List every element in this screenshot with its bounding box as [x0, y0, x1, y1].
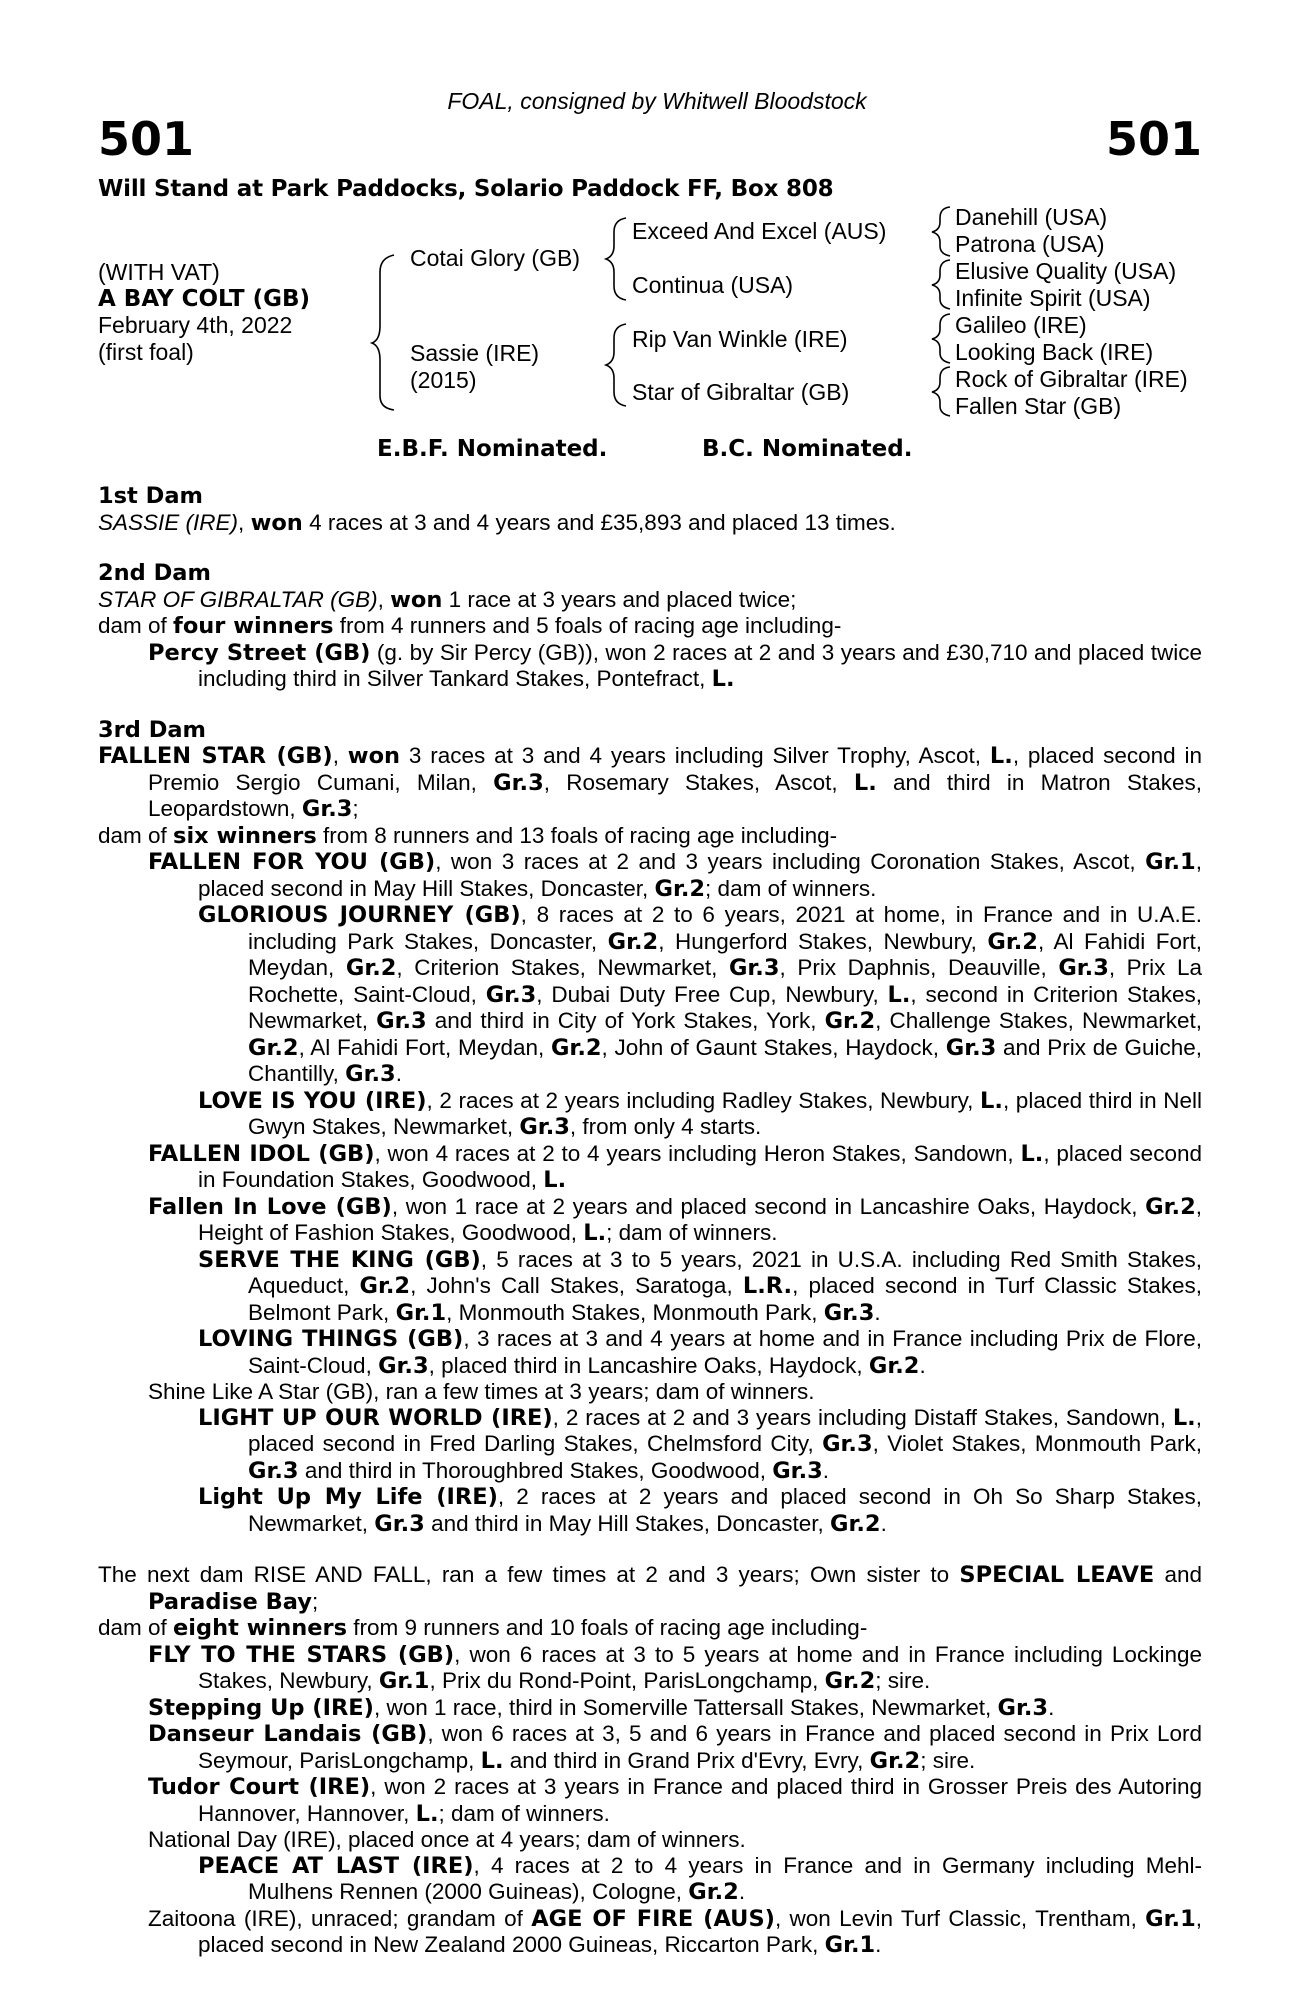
produce-fallen-in-love: Fallen In Love (GB), won 1 race at 2 years and placed second in Lancashire Oaks, Haydock, Gr.2, Height of Fashion Stakes, Goodwood, L.; dam of winners. [148, 1193, 1202, 1246]
produce-loving-things: LOVING THINGS (GB), 3 races at 3 and 4 years at home and in France including Prix de Flore, Saint-Cloud, Gr.3, placed third in Lancashire Oaks, Haydock, Gr.2. [198, 1326, 1203, 1379]
second-dam-produce-summary: dam of four winners from 4 runners and 5 foals of racing age including- [98, 613, 842, 639]
produce-fallen-idol: FALLEN IDOL (GB), won 4 races at 2 to 4 years including Heron Stakes, Sandown, L., placed second in Foundation Stakes, Goodwood, L. [148, 1140, 1202, 1193]
produce-love-is-you: LOVE IS YOU (IRE), 2 races at 2 years including Radley Stakes, Newbury, L., placed third in Nell Gwyn Stakes, Newmarket, Gr.3, from only 4 starts. [198, 1087, 1202, 1140]
consignor-line: FOAL, consigned by Whitwell Bloodstock [447, 88, 867, 114]
ds-dam: Looking Back (IRE) [955, 339, 1154, 365]
ss-sire: Danehill (USA) [955, 204, 1108, 230]
produce-shine-like-a-star: Shine Like A Star (GB), ran a few times at 3 years; dam of winners. [148, 1379, 815, 1404]
lot-number-right: 501 [1105, 112, 1202, 166]
foaling-date: February 4th, 2022 [98, 312, 293, 338]
sd-sire: Elusive Quality (USA) [955, 258, 1177, 284]
produce-danseur-landais: Danseur Landais (GB), won 6 races at 3, 5 and 6 years in France and placed second in Prix Lord Seymour, ParisLongchamp, L. and third in Grand Prix d'Evry, Evry, Gr.2; sire. [148, 1721, 1202, 1774]
stand-location: Will Stand at Park Paddocks, Solario Paddock FF, Box 808 [98, 176, 834, 202]
second-dam-record: STAR OF GIBRALTAR (GB), won 1 race at 3 years and placed twice; [98, 586, 797, 613]
produce-serve-the-king: SERVE THE KING (GB), 5 races at 3 to 5 years, 2021 in U.S.A. including Red Smith Stakes, Aqueduct, Gr.2, John's Call Stakes, Saratoga, L.R., placed second in Turf Classic Stakes, Belmont Park, Gr.1, Monmouth Stakes, Monmouth Park, Gr.3. [198, 1246, 1203, 1326]
vat-note: (WITH VAT) [98, 259, 220, 285]
horse-name: A BAY COLT (GB) [98, 286, 311, 312]
next-dam-produce-summary: dam of eight winners from 9 runners and 10 foals of racing age including- [98, 1615, 868, 1641]
dam-dam: Star of Gibraltar (GB) [632, 379, 850, 405]
dd-dam: Fallen Star (GB) [955, 393, 1122, 419]
produce-tudor-court: Tudor Court (IRE), won 2 races at 3 years in France and placed third in Grosser Preis des Autoring Hannover, Hannover, L.; dam of winners. [148, 1774, 1202, 1827]
dam-year: (2015) [410, 367, 477, 393]
produce-fly-to-the-stars: FLY TO THE STARS (GB), won 6 races at 3 to 5 years at home and in France including Lockinge Stakes, Newbury, Gr.1, Prix du Rond-Point, ParisLongchamp, Gr.2; sire. [148, 1641, 1202, 1694]
first-dam-heading: 1st Dam [98, 483, 203, 509]
ebf-nomination: E.B.F. Nominated. [377, 436, 608, 462]
produce-stepping-up: Stepping Up (IRE), won 1 race, third in Somerville Tattersall Stakes, Newmarket, Gr.3. [148, 1694, 1055, 1721]
sire-dam: Continua (USA) [632, 272, 794, 298]
third-dam-record: FALLEN STAR (GB), won 3 races at 3 and 4 years including Silver Trophy, Ascot, L., placed second in Premio Sergio Cumani, Milan, Gr.3, Rosemary Stakes, Ascot, L. and third in Matron Stakes, Leopardstown, Gr.3; [98, 743, 1202, 822]
produce-light-up-our-world: LIGHT UP OUR WORLD (IRE), 2 races at 2 and 3 years including Distaff Stakes, Sandown, L., placed second in Fred Darling Stakes, Chelmsford City, Gr.3, Violet Stakes, Monmouth Park, Gr.3 and third in Thoroughbred Stakes, Goodwood, Gr.3. [198, 1404, 1202, 1484]
produce-peace-at-last: PEACE AT LAST (IRE), 4 races at 2 to 4 years in France and in Germany including Mehl-Mulhens Rennen (2000 Guineas), Cologne, Gr.2. [198, 1852, 1203, 1905]
third-dam-heading: 3rd Dam [98, 716, 206, 743]
sire-name: Cotai Glory (GB) [410, 245, 580, 271]
produce-national-day: National Day (IRE), placed once at 4 years; dam of winners. [148, 1827, 746, 1852]
produce-light-up-my-life: Light Up My Life (IRE), 2 races at 2 years and placed second in Oh So Sharp Stakes, Newmarket, Gr.3 and third in May Hill Stakes, Doncaster, Gr.2. [198, 1484, 1202, 1537]
lot-number-left: 501 [98, 112, 195, 166]
produce-glorious-journey: GLORIOUS JOURNEY (GB), 8 races at 2 to 6 years, 2021 at home, in France and in U.A.E. including Park Stakes, Doncaster, Gr.2, Hungerford Stakes, Newbury, Gr.2, Al Fahidi Fort, Meydan, Gr.2, Criterion Stakes, Newmarket, Gr.3, Prix Daphnis, Deauville, Gr.3, Prix La Rochette, Saint-Cloud, Gr.3, Dubai Duty Free Cup, Newbury, L., second in Criterion Stakes, Newmarket, Gr.3 and third in City of York Stakes, York, Gr.2, Challenge Stakes, Newmarket, Gr.2, Al Fahidi Fort, Meydan, Gr.2, John of Gaunt Stakes, Haydock, Gr.3 and Prix de Guiche, Chantilly, Gr.3. [198, 902, 1202, 1087]
first-foal-note: (first foal) [98, 339, 194, 365]
ds-sire: Galileo (IRE) [955, 312, 1087, 338]
produce-zaitoona: Zaitoona (IRE), unraced; grandam of AGE OF FIRE (AUS), won Levin Turf Classic, Trentham, Gr.1, placed second in New Zealand 2000 Guineas, Riccarton Park, Gr.1. [148, 1905, 1202, 1958]
second-dam-heading: 2nd Dam [98, 560, 211, 586]
ss-dam: Patrona (USA) [955, 231, 1105, 257]
third-dam-produce-summary: dam of six winners from 8 runners and 13 foals of racing age including- [98, 822, 838, 849]
dam-sire: Rip Van Winkle (IRE) [632, 326, 848, 352]
bc-nomination: B.C. Nominated. [702, 436, 913, 462]
dd-sire: Rock of Gibraltar (IRE) [955, 366, 1188, 392]
dam-name: Sassie (IRE) [410, 340, 540, 366]
sire-sire: Exceed And Excel (AUS) [632, 218, 887, 244]
sd-dam: Infinite Spirit (USA) [955, 285, 1151, 311]
produce-percy-street: Percy Street (GB) (g. by Sir Percy (GB)), won 2 races at 2 and 3 years and £30,710 and placed twice including third in Silver Tankard Stakes, Pontefract, L. [148, 639, 1202, 692]
first-dam-record: SASSIE (IRE), won 4 races at 3 and 4 years and £35,893 and placed 13 times. [98, 509, 896, 536]
catalogue-body [98, 484, 1202, 1959]
next-dam-record: The next dam RISE AND FALL, ran a few times at 2 and 3 years; Own sister to SPECIAL LEAVE and Paradise Bay; [98, 1562, 1202, 1615]
produce-fallen-for-you: FALLEN FOR YOU (GB), won 3 races at 2 and 3 years including Coronation Stakes, Ascot, Gr.1, placed second in May Hill Stakes, Doncaster, Gr.2; dam of winners. [148, 849, 1202, 902]
